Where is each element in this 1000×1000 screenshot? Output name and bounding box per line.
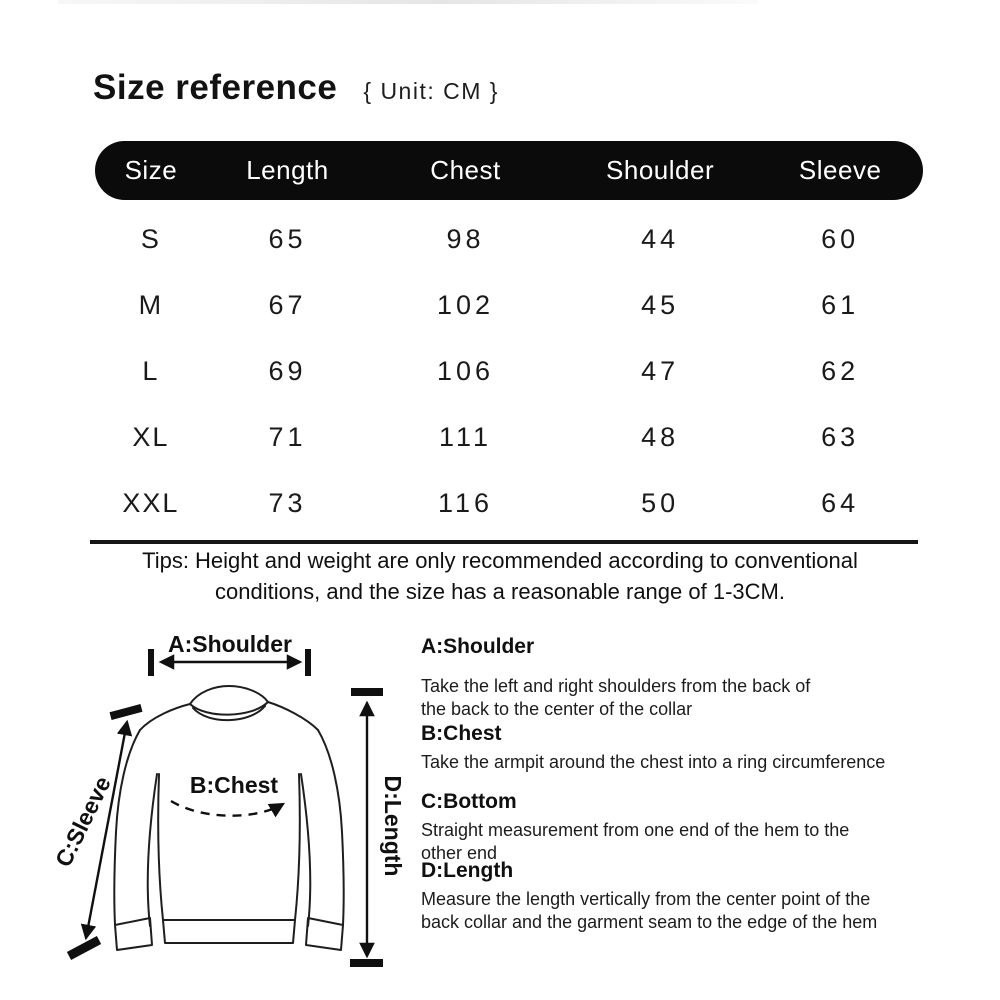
value-cell: 47 bbox=[641, 355, 680, 386]
tips-line-1: Tips: Height and weight are only recommended according to conventional bbox=[142, 548, 858, 573]
sweatshirt-outline bbox=[114, 686, 343, 950]
table-rows bbox=[95, 200, 923, 536]
guide-description-line: other end bbox=[421, 843, 498, 863]
diagram-length-label: D:Length bbox=[380, 775, 406, 877]
value-cell: 67 bbox=[268, 289, 307, 320]
value-cell: 60 bbox=[821, 223, 860, 254]
column-header-chest: Chest bbox=[430, 155, 501, 185]
value-cell: 48 bbox=[641, 421, 680, 452]
size-cell: XL bbox=[132, 421, 170, 452]
column-header-length: Length bbox=[246, 155, 329, 185]
chest-measure-arc bbox=[171, 801, 283, 816]
value-cell: 71 bbox=[268, 421, 307, 452]
table-row bbox=[95, 338, 923, 404]
table-row bbox=[95, 404, 923, 470]
table-bottom-rule bbox=[90, 540, 918, 544]
column-header-shoulder: Shoulder bbox=[606, 155, 715, 185]
guide-description-line: Measure the length vertically from the center point of the bbox=[421, 889, 871, 909]
value-cell: 44 bbox=[641, 223, 680, 254]
value-cell: 65 bbox=[268, 223, 307, 254]
diagram-shoulder-label: A:Shoulder bbox=[168, 631, 292, 657]
page-header bbox=[93, 68, 499, 108]
value-cell: 63 bbox=[821, 421, 860, 452]
size-cell: L bbox=[142, 355, 160, 386]
guide-heading: B:Chest bbox=[421, 722, 502, 745]
column-header-size: Size bbox=[124, 155, 178, 185]
guide-description-line: Take the armpit around the chest into a ring circumference bbox=[421, 752, 886, 772]
guide-description-line: Straight measurement from one end of the hem to the bbox=[421, 820, 850, 840]
value-cell: 45 bbox=[641, 289, 680, 320]
tips-note bbox=[0, 545, 1000, 607]
guide-item-b bbox=[421, 721, 986, 774]
guide-description bbox=[421, 888, 986, 934]
diagram-sleeve-label: C:Sleeve bbox=[49, 772, 116, 871]
column-header-sleeve: Sleeve bbox=[798, 155, 882, 185]
size-cell: XXL bbox=[122, 487, 180, 518]
value-cell: 98 bbox=[446, 223, 485, 254]
guide-description-line: the back to the center of the collar bbox=[421, 699, 693, 719]
guide-description bbox=[421, 751, 986, 774]
table-header-row bbox=[95, 141, 923, 200]
table-row bbox=[95, 272, 923, 338]
value-cell: 106 bbox=[436, 355, 495, 386]
guide-description bbox=[421, 675, 986, 721]
size-cell: S bbox=[140, 223, 161, 254]
value-cell: 50 bbox=[641, 487, 680, 518]
size-table bbox=[95, 141, 923, 536]
diagram-chest-label: B:Chest bbox=[189, 772, 279, 798]
top-edge-shadow bbox=[58, 0, 758, 4]
guide-description-line: Take the left and right shoulders from the back of bbox=[421, 676, 811, 696]
guide-item-c bbox=[421, 789, 986, 865]
length-measure-arrow bbox=[350, 688, 383, 967]
value-cell: 116 bbox=[437, 487, 494, 518]
size-cell: M bbox=[138, 289, 164, 320]
value-cell: 61 bbox=[821, 289, 860, 320]
value-cell: 69 bbox=[268, 355, 307, 386]
page-title: Size reference bbox=[93, 68, 338, 107]
table-row bbox=[95, 206, 923, 272]
table-row bbox=[95, 470, 923, 536]
unit-note: { Unit: CM } bbox=[363, 78, 499, 104]
guide-heading: D:Length bbox=[421, 859, 514, 882]
guide-heading: C:Bottom bbox=[421, 790, 517, 813]
value-cell: 73 bbox=[268, 487, 307, 518]
guide-item-d bbox=[421, 858, 986, 934]
guide-heading: A:Shoulder bbox=[421, 635, 535, 658]
value-cell: 64 bbox=[821, 487, 860, 518]
value-cell: 102 bbox=[436, 289, 495, 320]
value-cell: 111 bbox=[438, 421, 493, 452]
value-cell: 62 bbox=[821, 355, 860, 386]
tips-line-2: conditions, and the size has a reasonable range of 1-3CM. bbox=[215, 579, 785, 604]
guide-description-line: back collar and the garment seam to the edge of the hem bbox=[421, 912, 878, 932]
guide-item-a bbox=[421, 634, 986, 721]
sweatshirt-measure-diagram bbox=[40, 612, 420, 997]
